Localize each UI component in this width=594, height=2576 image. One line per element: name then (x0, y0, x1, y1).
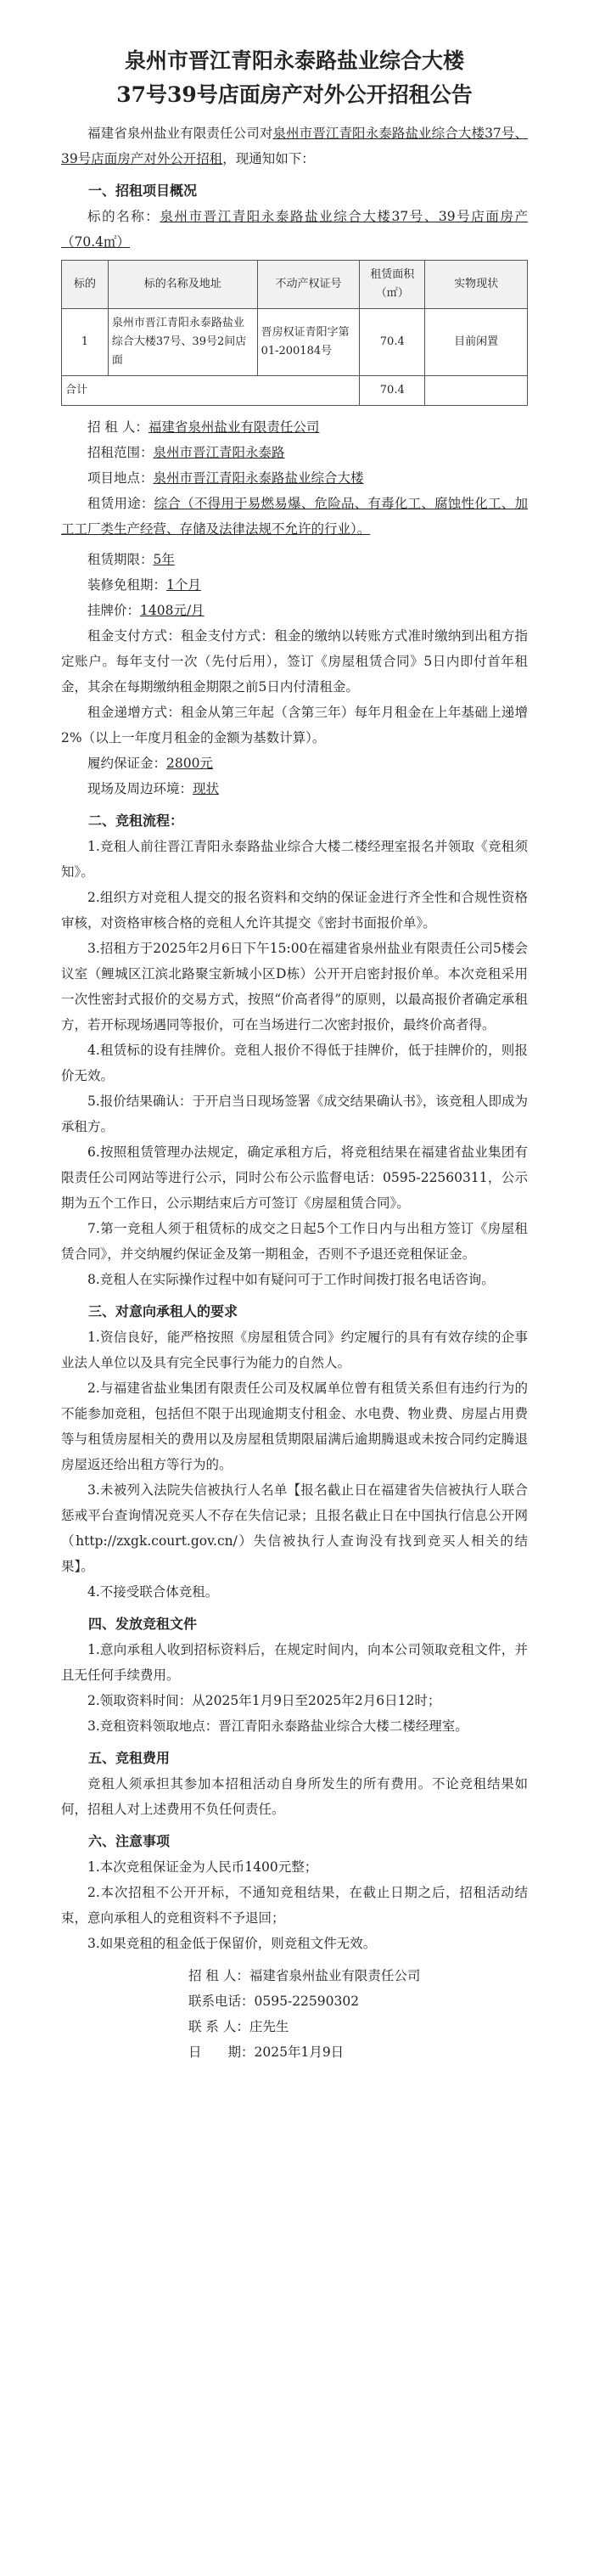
project-name-value: 泉州市晋江青阳永泰路盐业综合大楼37号、39号店面房产（70.4㎡） (61, 209, 528, 250)
flow-item: 4.租赁标的设有挂牌价。竞租人报价不得低于挂牌价，低于挂牌价的，则报价无效。 (61, 1043, 528, 1083)
requirement-item: 2.与福建省盐业集团有限责任公司及权属单位曾有租赁关系但有违约行为的不能参加竞租，包括但不限于出现逾期支付租金、水电费、物业费、房屋占用费等与租赁房屋相关的费用以及房屋租赁期限届满后逾期腾退或未按合同约定腾退房屋返还给出租方等行为的。 (61, 1381, 528, 1472)
payment-paragraph: 租金支付方式：租金支付方式：租金的缴纳以转账方式准时缴纳到出租方指定账户。每年支付一次（先付后用），签订《房屋租赁合同》5日内即付首年租金，其余在每期缴纳租金期限之前5日内付清租金。 (61, 628, 528, 695)
requirement-item: 3.未被列入法院失信被执行人名单【报名截止日在福建省失信被执行人联合惩戒平台查询情况竞买人不存在失信记录；且报名截止日在中国执行信息公开网（http://zxgk.court.gov.cn/）失信被执行人查询没有找到竞买人相关的结果】。 (61, 1482, 528, 1574)
notice-title-line2: 37号39号店面房产对外公开招租公告 (116, 82, 473, 107)
flow-item: 6.按照租赁管理办法规定，确定承租方后，将竞租结果在福建省盐业集团有限责任公司网站等进行公示，同时公布公示监督电话：0595-22560311，公示期为五个工作日，公示期结束后方可签订《房屋租赁合同》。 (61, 1145, 528, 1211)
table-cell: 70.4 (360, 309, 425, 376)
requirement-item: 1.资信良好，能严格按照《房屋租赁合同》约定履行的具有有效存续的企事业法人单位以及具有完全民事行为能力的自然人。 (61, 1330, 528, 1370)
docs-item: 3.竞租资料领取地点：晋江青阳永泰路盐业综合大楼二楼经理室。 (87, 1718, 468, 1734)
free-value: 1个月 (166, 577, 201, 593)
section-2-heading: 二、竞租流程： (88, 813, 184, 829)
term-line (87, 547, 528, 572)
table-header: 租赁面积（㎡） (360, 261, 425, 309)
price-value: 1408元/月 (140, 603, 205, 618)
note-item: 1.本次竞租保证金为人民币1400元整； (87, 1859, 318, 1875)
table-total-label: 合计 (62, 376, 360, 406)
flow-item: 5.报价结果确认：于开启当日现场签署《成交结果确认书》，该竞租人即成为承租方。 (61, 1094, 528, 1134)
status-label: 现场及周边环境： (87, 781, 193, 796)
table-cell: 晋房权证青阳字第01-200184号 (257, 309, 360, 376)
cost-paragraph: 竞租人须承担其参加本招租活动自身所发生的所有费用。不论竞租结果如何，招租人对上述费用不负任何责任。 (61, 1776, 528, 1817)
term-label: 租赁期限： (87, 552, 154, 567)
use-label: 租赁用途： (87, 496, 154, 511)
sign-contact-label: 联 系 人： (188, 2019, 249, 2034)
deposit-label: 履约保证金： (87, 756, 167, 771)
table-total-empty (425, 376, 528, 406)
table-total-value: 70.4 (360, 376, 425, 406)
signature-block (188, 1963, 528, 2065)
scope-line (87, 440, 528, 465)
flow-item: 8.竞租人在实际操作过程中如有疑问可于工作时间拨打报名电话咨询。 (87, 1272, 495, 1287)
table-total-row (62, 376, 528, 406)
flow-item: 1.竞租人前往晋江青阳永泰路盐业综合大楼二楼经理室报名并领取《竞租须知》。 (61, 839, 528, 880)
term-value: 5年 (153, 552, 175, 567)
table-row (62, 309, 528, 376)
table-cell: 泉州市晋江青阳永泰路盐业综合大楼37号、39号2间店面 (108, 309, 257, 376)
notice-title-line1: 泉州市晋江青阳永泰路盐业综合大楼 (124, 48, 464, 73)
flow-item: 3.招租方于2025年2月6日下午15:00在福建省泉州盐业有限责任公司5楼会议室（鲤城区江滨北路聚宝新城小区D栋）公开开启密封报价单。本次竞租采用一次性密封式报价的交易方式，按照“价高者得”的原则，以最高报价者确定承租方，若开标现场遇同等报价，可在当场进行二次密封报价，最终价高者得。 (61, 941, 528, 1032)
project-name-label: 标的名称： (87, 209, 160, 224)
increase-paragraph: 租金递增方式：租金从第三年起（含第三年）每年月租金在上年基础上递增2%（以上一年度月租金的金额为基数计算）。 (61, 705, 528, 745)
intro-text-c: ，现通知如下： (222, 151, 315, 166)
sign-contact (188, 2014, 528, 2039)
docs-item: 2.领取资料时间：从2025年1月9日至2025年2月6日12时； (87, 1693, 441, 1708)
intro-text-a: 福建省泉州盐业有限责任公司对 (87, 126, 273, 141)
location-label: 项目地点： (87, 470, 154, 486)
project-name (61, 204, 528, 255)
sign-contact-value: 庄先生 (249, 2019, 289, 2034)
location-value: 泉州市晋江青阳永泰路盐业综合大楼 (153, 470, 364, 486)
lessor-value: 福建省泉州盐业有限责任公司 (148, 419, 320, 435)
property-table (61, 260, 528, 406)
table-cell: 1 (62, 309, 109, 376)
free-line (87, 572, 528, 598)
table-header-row (62, 261, 528, 309)
location-line (87, 465, 528, 491)
section-1-heading: 一、招租项目概况 (88, 183, 198, 199)
flow-item: 7.第一竞租人须于租赁标的成交之日起5个工作日内与出租方签订《房屋租赁合同》，并交纳履约保证金及第一期租金，否则不予退还竞租保证金。 (61, 1221, 528, 1262)
sign-lessor (188, 1963, 528, 1988)
sign-lessor-value: 福建省泉州盐业有限责任公司 (249, 1968, 421, 1983)
table-header: 标的名称及地址 (108, 261, 257, 309)
note-item: 3.如果竞租的租金低于保留价，则竞租文件无效。 (87, 1936, 377, 1951)
intro-project: 泉州市晋江青阳永泰路盐业综合大楼37号、39号店面房产对外公开招租 (61, 126, 528, 166)
flow-item: 2.组织方对竞租人提交的报名资料和交纳的保证金进行齐全性和合规性资格审核，对资格审核合格的竞租人允许其提交《密封书面报价单》。 (61, 890, 528, 931)
sign-date-label: 日 期： (188, 2044, 255, 2060)
price-line (87, 598, 528, 623)
sign-phone-label: 联系电话： (188, 1994, 255, 2009)
sign-date-value: 2025年1月9日 (254, 2044, 345, 2060)
table-header: 实物现状 (425, 261, 528, 309)
note-item: 2.本次招租不公开开标，不通知竞租结果，在截止日期之后，招租活动结束，意向承租人的竞租资料不予退回； (61, 1885, 528, 1926)
lessor-label: 招 租 人： (87, 419, 148, 435)
scope-label: 招租范围： (87, 445, 154, 460)
free-label: 装修免租期： (87, 577, 167, 593)
section-5-heading: 五、竞租费用 (88, 1750, 171, 1766)
table-header: 标的 (62, 261, 109, 309)
deposit-line (87, 751, 528, 776)
status-line (87, 776, 528, 801)
scope-value: 泉州市晋江青阳永泰路 (153, 445, 285, 460)
price-label: 挂牌价： (87, 603, 141, 618)
section-4-heading: 四、发放竞租文件 (88, 1616, 198, 1632)
use-value: 综合（不得用于易燃易爆、危险品、有毒化工、腐蚀性化工、加工工厂类生产经营、存储及法律法规不允许的行业）。 (61, 496, 528, 537)
lessor-line (87, 414, 528, 440)
table-header: 不动产权证号 (257, 261, 360, 309)
section-3-heading: 三、对意向承租人的要求 (88, 1303, 238, 1319)
requirement-item: 4.不接受联合体竞租。 (87, 1584, 219, 1600)
deposit-value: 2800元 (166, 756, 213, 771)
sign-date (188, 2039, 528, 2065)
status-value: 现状 (193, 781, 220, 796)
sign-lessor-label: 招 租 人： (188, 1968, 249, 1983)
sign-phone-value: 0595-22590302 (254, 1994, 360, 2009)
docs-item: 1.意向承租人收到招标资料后，在规定时间内，向本公司领取竞租文件，并且无任何手续费用。 (61, 1642, 528, 1683)
table-cell: 目前闲置 (425, 309, 528, 376)
sign-phone (188, 1988, 528, 2014)
use-line (61, 491, 528, 542)
intro-paragraph (61, 121, 528, 172)
section-6-heading: 六、注意事项 (88, 1833, 171, 1849)
